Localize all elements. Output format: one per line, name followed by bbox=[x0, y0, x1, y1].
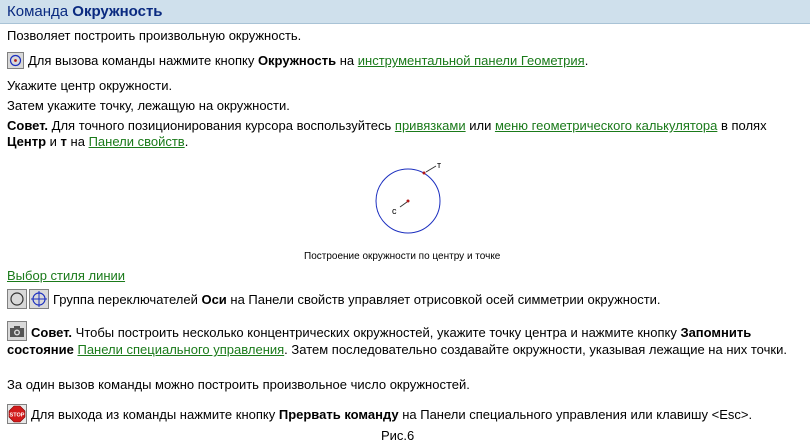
axes-bold: Оси bbox=[201, 292, 227, 307]
tip2-bold-2: Запомнить состояние bbox=[7, 325, 752, 357]
axes-text-1: Группа переключателей bbox=[53, 292, 202, 307]
call-paragraph bbox=[7, 52, 588, 69]
exit-paragraph bbox=[7, 404, 752, 424]
tip-text-5: на bbox=[66, 134, 89, 149]
intro-text: Позволяет построить произвольную окружность. bbox=[7, 28, 302, 43]
camera-icon[interactable] bbox=[7, 321, 27, 341]
tip-text-4: и bbox=[46, 134, 61, 149]
special-control-panel-link[interactable]: Панели специального управления bbox=[77, 342, 285, 357]
repeat-text: За один вызов команды можно построить произвольное число окружностей. bbox=[7, 377, 470, 392]
figure-number: Рис.6 bbox=[381, 428, 415, 443]
diagram-center-point bbox=[407, 200, 410, 203]
exit-text-1: Для выхода из команды нажмите кнопку bbox=[31, 407, 279, 422]
line-style-paragraph bbox=[7, 268, 125, 284]
call-text-2: на bbox=[336, 53, 358, 68]
tip-text-1: Для точного позиционирования курсора воспользуйтесь bbox=[48, 118, 395, 133]
call-text-1: Для вызова команды нажмите кнопку bbox=[28, 53, 258, 68]
tip2-bold: Совет. bbox=[31, 325, 73, 340]
call-text-3: . bbox=[584, 53, 589, 68]
step-center: Укажите центр окружности. bbox=[7, 78, 173, 93]
tip-text-6: . bbox=[184, 134, 189, 149]
tip2-text-3: . Затем последовательно создавайте окружности, указывая лежащие на них точки. bbox=[284, 342, 787, 357]
exit-bold: Прервать команду bbox=[278, 407, 399, 422]
properties-panel-link[interactable]: Панели свойств bbox=[88, 134, 185, 149]
step-point: Затем укажите точку, лежащую на окружности. bbox=[7, 98, 290, 113]
diagram-center-tick bbox=[400, 202, 407, 207]
diagram-point-tick bbox=[426, 166, 436, 172]
circle-tool-icon[interactable] bbox=[7, 52, 24, 69]
diagram-center-label: c bbox=[392, 206, 397, 216]
stop-icon[interactable] bbox=[7, 404, 27, 424]
figure-caption: Построение окружности по центру и точке bbox=[304, 251, 501, 262]
tip-bold: Совет. bbox=[7, 118, 49, 133]
title-command: Окружность bbox=[72, 3, 163, 20]
tip-text-3: в полях bbox=[717, 118, 767, 133]
geometry-toolbar-link[interactable]: инструментальной панели Геометрия bbox=[357, 53, 585, 68]
tip-field-center: Центр bbox=[7, 134, 47, 149]
circle-with-axes-icon[interactable] bbox=[29, 289, 49, 309]
tip2-text-1: Чтобы построить несколько концентрических окружностей, укажите точку центра и нажмите кнопку bbox=[72, 325, 681, 340]
snaps-link[interactable]: привязками bbox=[394, 118, 466, 133]
diagram-circle-point bbox=[423, 172, 426, 175]
svg-text:STOP: STOP bbox=[9, 412, 25, 419]
tip-field-t: т bbox=[60, 134, 67, 149]
title-prefix: Команда bbox=[7, 3, 73, 20]
tip-text-2: или bbox=[465, 118, 495, 133]
tip-paragraph bbox=[7, 118, 805, 150]
tip2-paragraph bbox=[7, 321, 805, 358]
circle-construction-diagram bbox=[370, 158, 460, 238]
line-style-link[interactable]: Выбор стиля линии bbox=[7, 268, 126, 283]
circle-no-axes-icon[interactable] bbox=[7, 289, 27, 309]
exit-text-2: на Панели специального управления или клавишу <Esc>. bbox=[398, 407, 753, 422]
page-title bbox=[0, 0, 810, 24]
geometry-calculator-link[interactable]: меню геометрического калькулятора bbox=[494, 118, 718, 133]
diagram-point-label: т bbox=[437, 160, 442, 170]
axes-text-2: на Панели свойств управляет отрисовкой осей симметрии окружности. bbox=[226, 292, 661, 307]
call-bold: Окружность bbox=[257, 53, 337, 68]
axes-paragraph bbox=[7, 289, 661, 309]
